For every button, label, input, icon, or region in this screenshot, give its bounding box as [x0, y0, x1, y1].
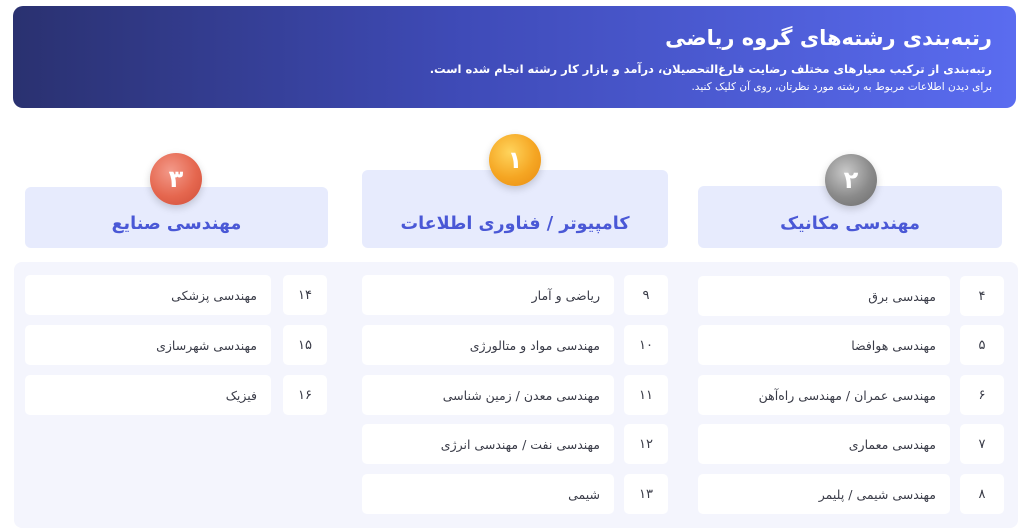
list-item[interactable] [25, 375, 327, 415]
list-item-rank: ۱۴ [283, 275, 327, 315]
list-item-name: مهندسی شهرسازی [25, 325, 271, 365]
list-item-name: شیمی [362, 474, 614, 514]
list-item-rank: ۱۶ [283, 375, 327, 415]
list-item-rank: ۶ [960, 375, 1004, 415]
list-item-rank: ۱۰ [624, 325, 668, 365]
list-item-rank: ۹ [624, 275, 668, 315]
list-item-rank: ۴ [960, 276, 1004, 316]
list-item-rank: ۷ [960, 424, 1004, 464]
list-item-name: ریاضی و آمار [362, 275, 614, 315]
podium-second-label: مهندسی مکانیک [780, 214, 920, 234]
list-item[interactable] [698, 474, 1004, 514]
list-item-name: فیزیک [25, 375, 271, 415]
page-description: رتبه‌بندی از ترکیب معیارهای مختلف رضایت فارغ‌التحصیلان، درآمد و بازار کار رشته انجام شده است. [429, 62, 992, 76]
list-item-name: مهندسی معماری [698, 424, 950, 464]
podium-first-label: کامپیوتر / فناوری اطلاعات [400, 214, 630, 234]
list-item[interactable] [362, 275, 668, 315]
list-item-rank: ۱۱ [624, 375, 668, 415]
list-item[interactable] [698, 325, 1004, 365]
page-title: رتبه‌بندی رشته‌های گروه ریاضی [665, 26, 992, 50]
list-item-name: مهندسی معدن / زمین شناسی [362, 375, 614, 415]
list-item-name: مهندسی پزشکی [25, 275, 271, 315]
page-hint: برای دیدن اطلاعات مربوط به رشته مورد نظرتان، روی آن کلیک کنید. [691, 81, 992, 93]
list-item-rank: ۸ [960, 474, 1004, 514]
list-item-name: مهندسی برق [698, 276, 950, 316]
list-item-name: مهندسی مواد و متالورژی [362, 325, 614, 365]
list-item-name: مهندسی شیمی / پلیمر [698, 474, 950, 514]
list-item[interactable] [698, 375, 1004, 415]
silver-medal-icon: ۲ [825, 154, 877, 206]
page-header [13, 6, 1016, 108]
list-item[interactable] [25, 275, 327, 315]
list-item[interactable] [362, 375, 668, 415]
list-item-name: مهندسی عمران / مهندسی راه‌آهن [698, 375, 950, 415]
list-item-name: مهندسی نفت / مهندسی انرژی [362, 424, 614, 464]
list-item[interactable] [25, 325, 327, 365]
bronze-medal-icon: ۳ [150, 153, 202, 205]
list-item[interactable] [362, 424, 668, 464]
list-item-name: مهندسی هوافضا [698, 325, 950, 365]
list-item-rank: ۱۵ [283, 325, 327, 365]
list-item[interactable] [362, 325, 668, 365]
list-item[interactable] [698, 276, 1004, 316]
list-item-rank: ۵ [960, 325, 1004, 365]
gold-medal-icon: ۱ [489, 134, 541, 186]
list-item[interactable] [698, 424, 1004, 464]
podium-third-label: مهندسی صنایع [111, 214, 242, 234]
list-item-rank: ۱۳ [624, 474, 668, 514]
list-item[interactable] [362, 474, 668, 514]
list-item-rank: ۱۲ [624, 424, 668, 464]
